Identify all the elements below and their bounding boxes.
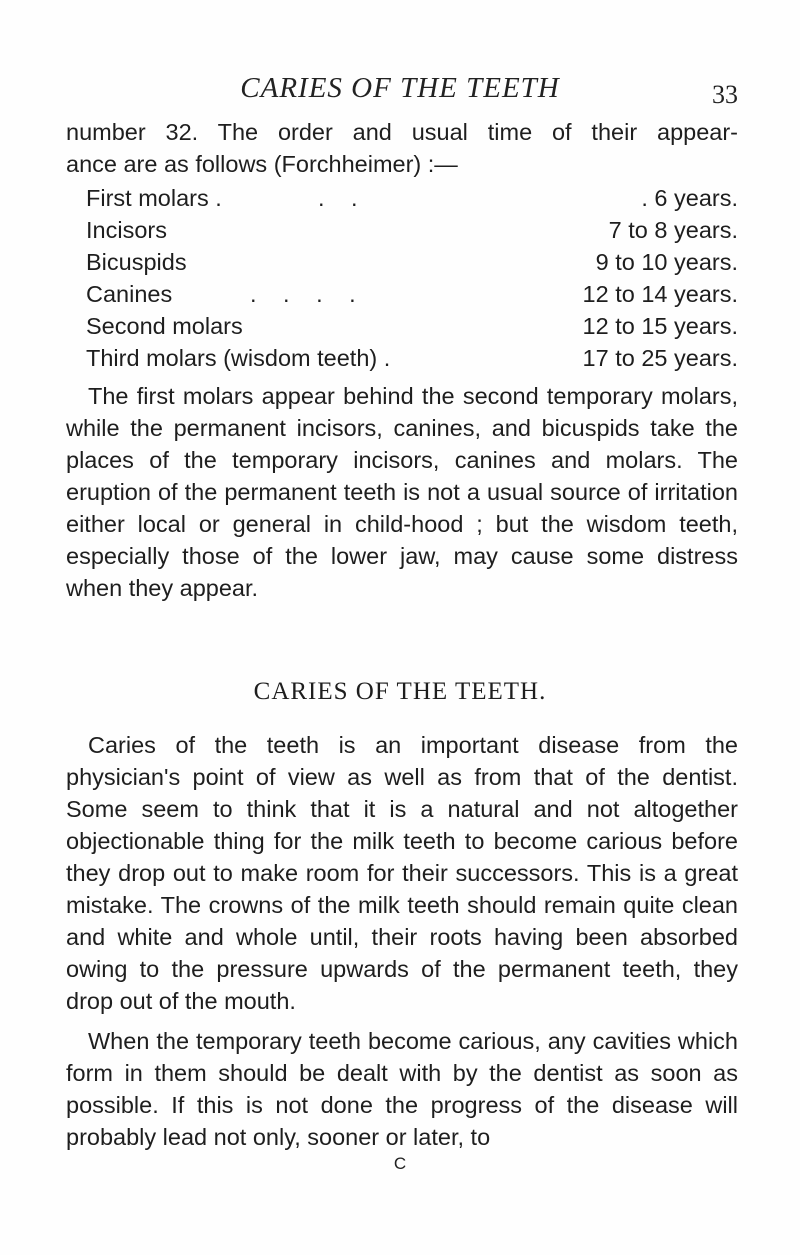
tooth-name: Bicuspids [86, 249, 187, 275]
eruption-age: 17 to 25 years. [582, 345, 738, 371]
table-row [86, 182, 738, 214]
eruption-age: 12 to 14 years. [582, 281, 738, 307]
table-row [86, 214, 738, 246]
table-row [86, 342, 738, 374]
eruption-age: 9 to 10 years. [595, 249, 738, 275]
tooth-name: Third molars (wisdom teeth) . [86, 345, 391, 371]
leader-dots: . . . . [250, 281, 366, 307]
intro-line-2: ance are as follows (Forchheimer) :— [66, 151, 458, 177]
section-heading: CARIES OF THE TEETH. [253, 678, 547, 705]
running-head-title: CARIES OF THE TEETH [240, 72, 560, 104]
paragraph-caries-intro: Caries of the teeth is an important disease from the physician's point of view as well as from that of the dentist. Some seem to think that it is a natural and not altogether objectionable thing for the milk teeth to become carious before they drop out to make room for their successors. This is a great mistake. The crowns of the milk teeth should remain quite clean and white and whole until, their roots having been absorbed owing to the pressure upwards of the permanent teeth, they drop out of the mouth. [66, 732, 738, 1014]
page-number: 33 [712, 80, 738, 109]
tooth-name: Incisors [86, 217, 167, 243]
eruption-age: 7 to 8 years. [608, 217, 738, 243]
paragraph-eruption-notes: The first molars appear behind the second temporary molars, while the permanent incisors, canines, and bicuspids take the places of the temporary incisors, canines and molars. The eruption of the permanent teeth is not a usual source of irritation either local or general in child-hood ; but the wisdom teeth, especially those of the lower jaw, may cause some distress when they appear. [66, 383, 738, 601]
tooth-name: Second molars [86, 313, 243, 339]
eruption-age: . 6 years. [641, 185, 738, 211]
paragraph-caries-treatment: When the temporary teeth become carious, any cavities which form in them should be dealt with by the dentist as soon as possible. If this is not done the progress of the disease will probably lead not only, sooner or later, to [66, 1028, 738, 1150]
eruption-age: 12 to 15 years. [582, 313, 738, 339]
table-row [86, 310, 738, 342]
leader-dots: . . [318, 185, 368, 211]
intro-text [66, 116, 738, 180]
tooth-name: First molars . [86, 185, 222, 211]
intro-line-1: number 32. The order and usual time of their appear- [66, 119, 738, 145]
signature-mark: C [393, 1154, 407, 1173]
table-row [86, 278, 738, 310]
eruption-table [86, 182, 738, 374]
tooth-name: Canines [86, 281, 173, 307]
table-row [86, 246, 738, 278]
